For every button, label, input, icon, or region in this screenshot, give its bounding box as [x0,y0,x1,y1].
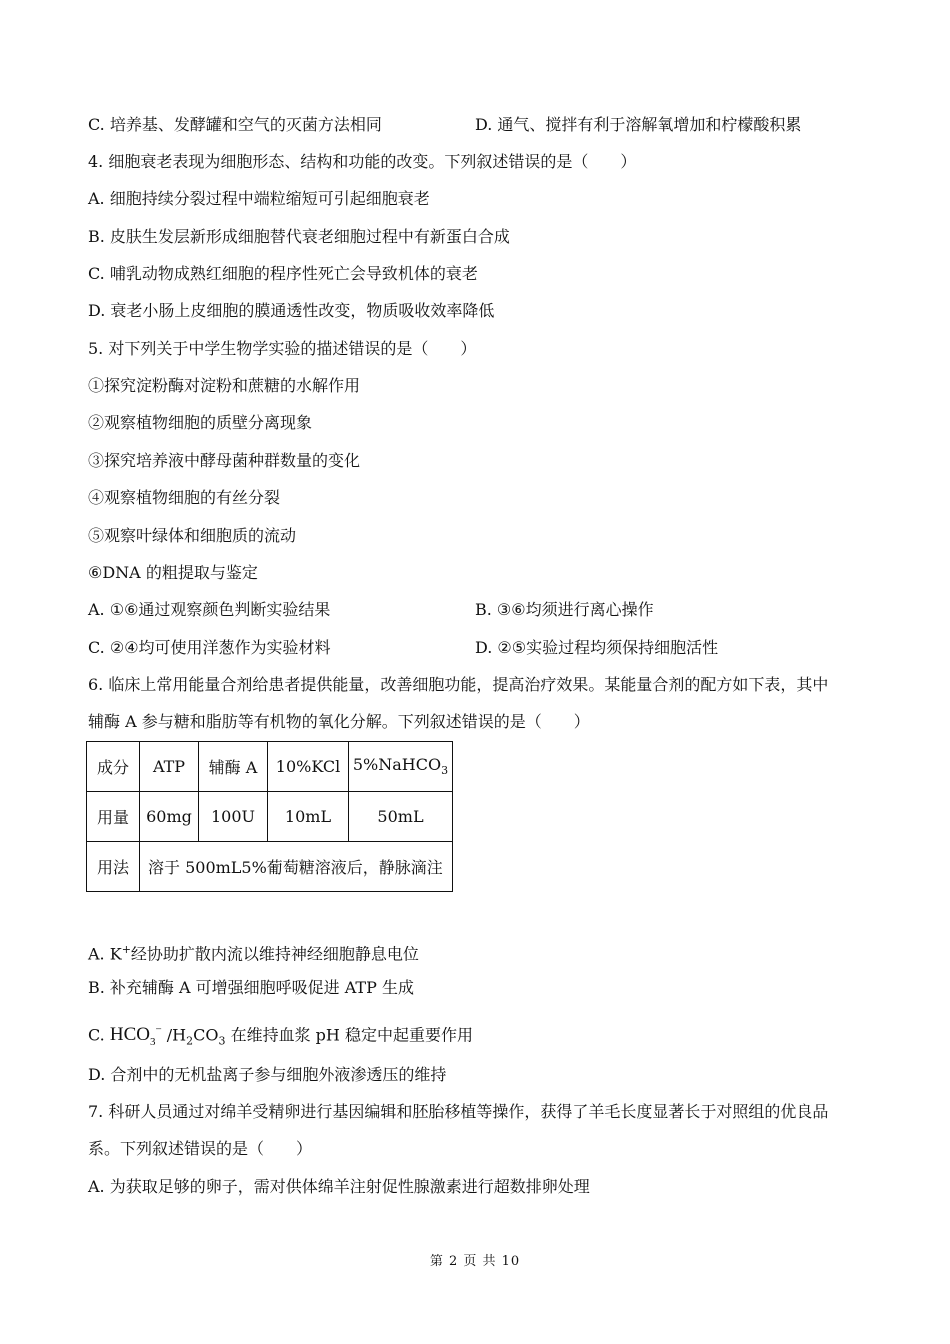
q5-item-4: ④观察植物细胞的有丝分裂 [88,488,281,507]
q5-stem: 5. 对下列关于中学生物学实验的描述错误的是（ ） [88,339,477,358]
cell-atp-dose: 60mg [140,792,199,842]
cell-atp: ATP [140,742,199,792]
table-row-ingredients [87,742,453,792]
page-number: 第 2 页 共 10 [429,1254,521,1269]
q5-option-a: A. ①⑥通过观察颜色判断实验结果 [88,600,331,619]
q5-item-1: ①探究淀粉酶对淀粉和蔗糖的水解作用 [88,376,361,395]
q3-option-d: D. 通气、搅拌有利于溶解氧增加和柠檬酸积累 [475,115,802,134]
q4-option-b: B. 皮肤生发层新形成细胞替代衰老细胞过程中有新蛋白合成 [88,227,510,246]
q6-stem-line1: 6. 临床上常用能量合剂给患者提供能量，改善细胞功能，提高治疗效果。某能量合剂的配方如下表，其中 [88,675,829,694]
formula-table [86,741,453,892]
table-row-dosage [87,792,453,842]
q6-stem-line2: 辅酶 A 参与糖和脂肪等有机物的氧化分解。下列叙述错误的是（ ） [88,712,590,731]
bicarbonate-formula: $HCO_3^-$ [109,1024,162,1049]
q7-stem-line2: 系。下列叙述错误的是（ ） [88,1139,313,1158]
q7-option-a: A. 为获取足够的卵子，需对供体绵羊注射促性腺激素进行超数排卵处理 [88,1177,590,1196]
cell-coenzyme-a: 辅酶 A [199,742,268,792]
q6-option-a: A. K+经协助扩散内流以维持神经细胞静息电位 [88,943,419,964]
cell-kcl: 10%KCl [268,742,349,792]
q4-option-a: A. 细胞持续分裂过程中端粒缩短可引起细胞衰老 [88,189,430,208]
q5-item-5: ⑤观察叶绿体和细胞质的流动 [88,526,297,545]
q7-stem-line1: 7. 科研人员通过对绵羊受精卵进行基因编辑和胚胎移植等操作，获得了羊毛长度显著长于对照组的优良品 [88,1102,829,1121]
q4-option-d: D. 衰老小肠上皮细胞的膜通透性改变，物质吸收效率降低 [88,301,495,320]
table-row-usage [87,842,453,892]
q5-item-6: ⑥DNA 的粗提取与鉴定 [88,563,258,582]
cell-kcl-dose: 10mL [268,792,349,842]
q4-stem: 4. 细胞衰老表现为细胞形态、结构和功能的改变。下列叙述错误的是（ ） [88,152,637,171]
q5-option-b: B. ③⑥均须进行离心操作 [475,600,654,619]
q5-option-d: D. ②⑤实验过程均须保持细胞活性 [475,638,719,657]
q4-option-c: C. 哺乳动物成熟红细胞的程序性死亡会导致机体的衰老 [88,264,478,283]
cell-nahco3-dose: 50mL [349,792,453,842]
cell-usage: 溶于 500mL5%葡萄糖溶液后，静脉滴注 [140,842,453,892]
cell-header-ingredient: 成分 [87,742,140,792]
q5-item-2: ②观察植物细胞的质壁分离现象 [88,413,313,432]
cell-header-dosage: 用量 [87,792,140,842]
q6-option-d: D. 合剂中的无机盐离子参与细胞外液渗透压的维持 [88,1065,447,1084]
q5-option-c: C. ②④均可使用洋葱作为实验材料 [88,638,331,657]
cell-coenzyme-a-dose: 100U [199,792,268,842]
q5-item-3: ③探究培养液中酵母菌种群数量的变化 [88,451,361,470]
q6-option-b: B. 补充辅酶 A 可增强细胞呼吸促进 ATP 生成 [88,978,414,997]
q6-option-c: C. $HCO_3^-$ $/H_2CO_3$ 在维持血浆 pH 稳定中起重要作用 [88,1024,473,1049]
cell-nahco3: 5%NaHCO$_3$ [349,742,453,792]
cell-header-usage: 用法 [87,842,140,892]
q3-option-c: C. 培养基、发酵罐和空气的灭菌方法相同 [88,115,382,134]
